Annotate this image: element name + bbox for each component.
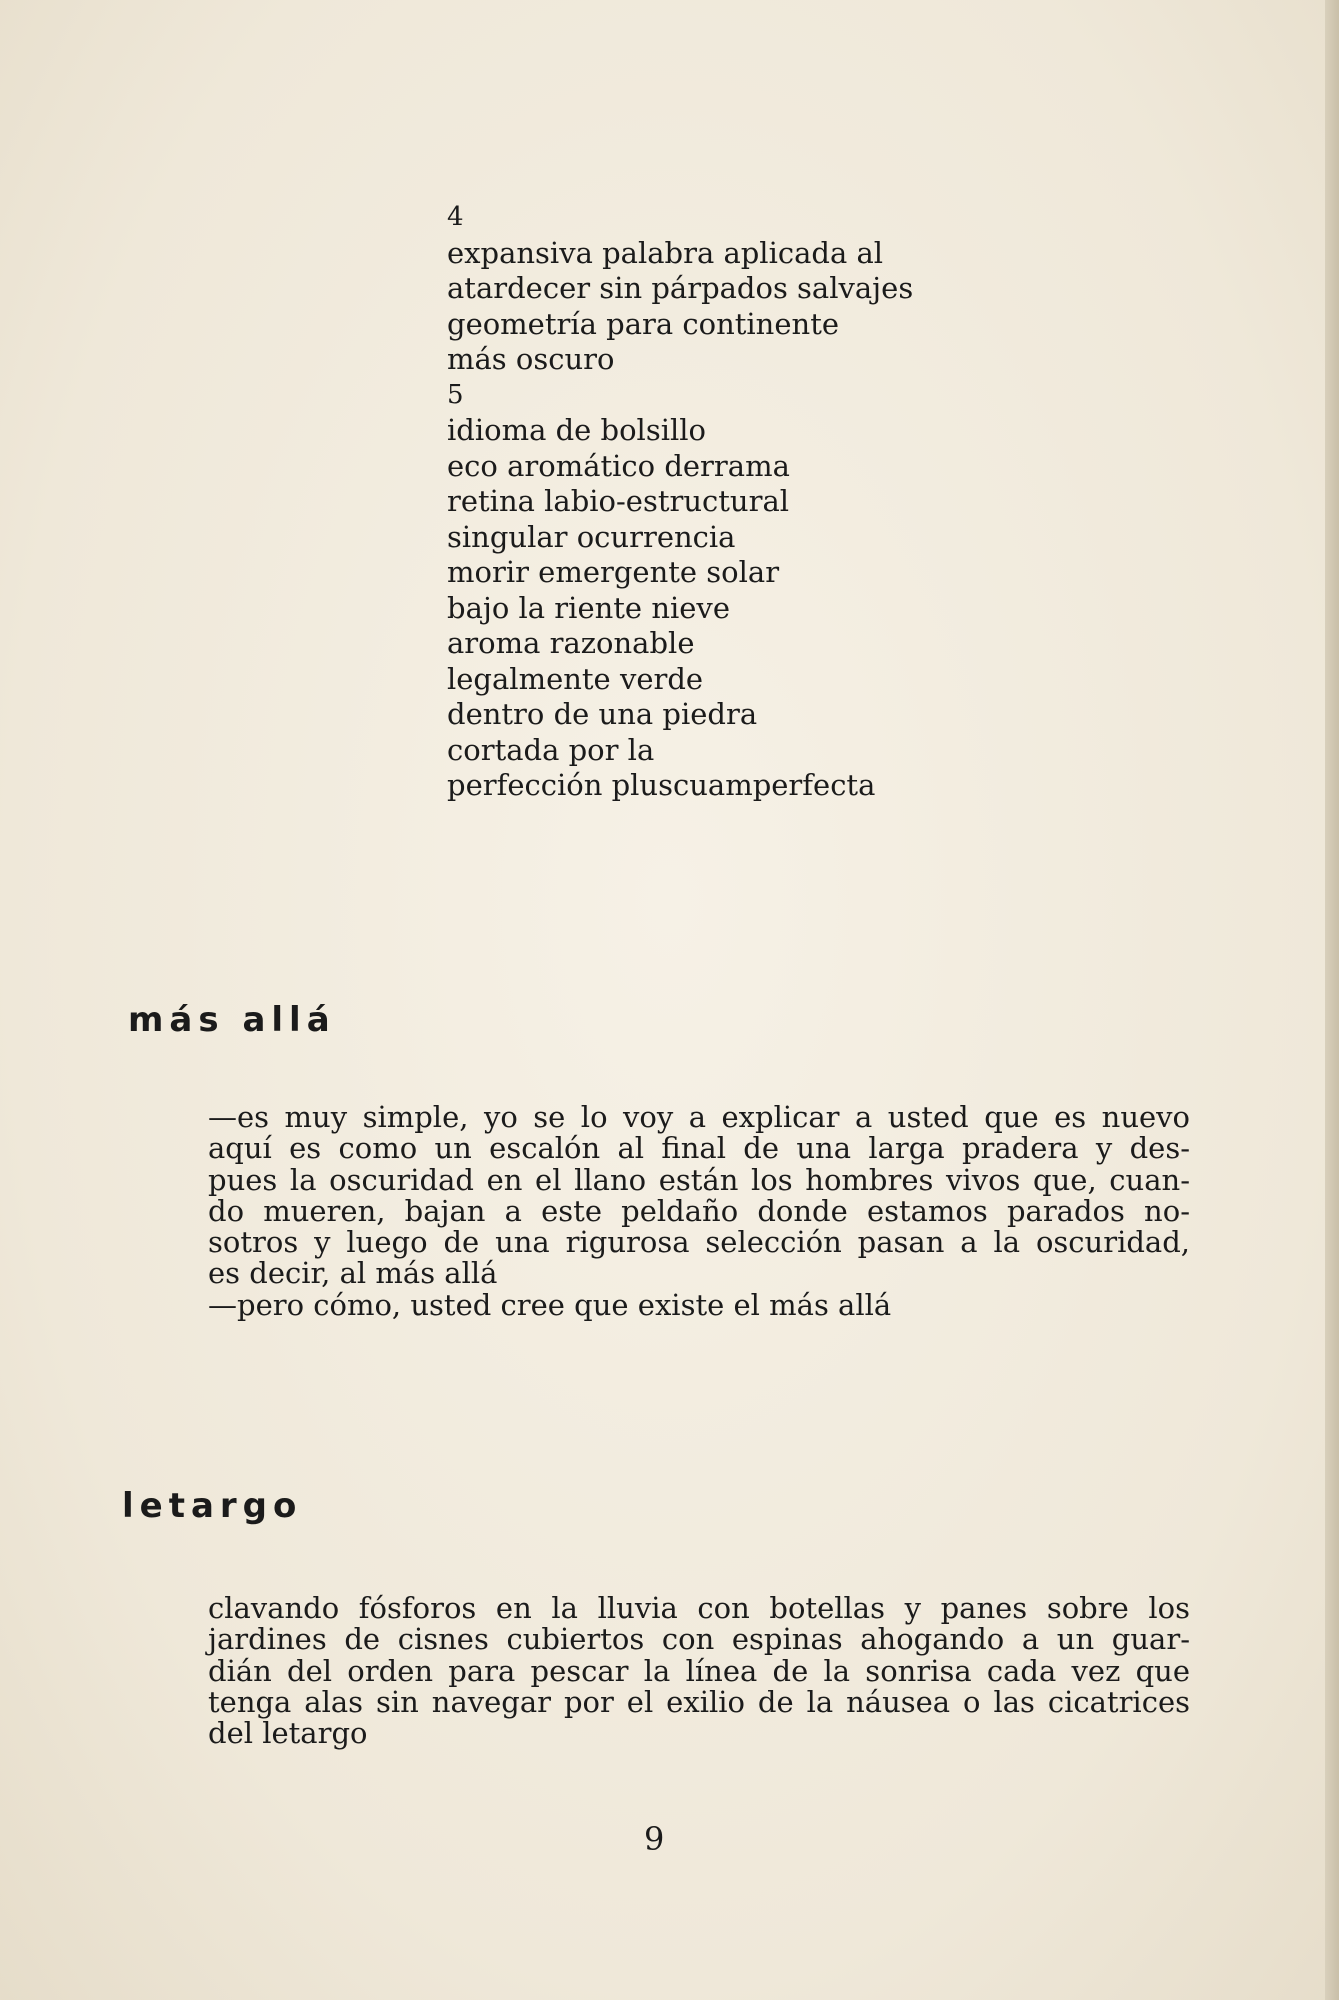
prose-line: aquí es como un escalón al final de una larga pradera y des-	[208, 1131, 1190, 1166]
poem-line: aroma razonable	[447, 626, 695, 660]
prose-line: pues la oscuridad en el llano están los hombres vivos que, cuan-	[208, 1162, 1190, 1197]
prose-line: —es muy simple, yo se lo voy a explicar a usted que es nuevo	[208, 1100, 1190, 1134]
prose-line: dián del orden para pescar la línea de la sonrisa cada vez que	[208, 1653, 1190, 1688]
poem-line: dentro de una piedra	[447, 697, 758, 731]
poem-line: idioma de bolsillo	[447, 413, 706, 447]
page-number: 9	[644, 1820, 665, 1858]
poem-line: morir emergente solar	[447, 555, 780, 589]
poem-line: bajo la riente nieve	[447, 590, 730, 625]
prose-line: clavando fósforos en la lluvia con botellas y panes sobre los	[208, 1591, 1190, 1625]
poem-line: eco aromático derrama	[447, 448, 790, 483]
poem-line: más oscuro	[447, 342, 615, 376]
prose-line: sotros y luego de una rigurosa selección pasan a la oscuridad,	[208, 1225, 1190, 1260]
heading-mas-alla: más allá	[128, 1000, 336, 1040]
mas-alla-text	[208, 1102, 1190, 1321]
prose-line: tenga alas sin navegar por el exilio de la náusea o las cicatrices	[208, 1684, 1190, 1719]
page-edge	[1325, 0, 1339, 2000]
poem-line: atardecer sin párpados salvajes	[447, 271, 914, 305]
prose-line: es decir, al más allá	[208, 1256, 498, 1291]
prose-line: del letargo	[208, 1716, 368, 1751]
section-number-5: 5	[447, 379, 464, 410]
poem-line: cortada por la	[447, 732, 655, 767]
poem-line: expansiva palabra aplicada al	[447, 235, 884, 270]
poem-line: retina labio-estructural	[447, 484, 790, 518]
poem-line: legalmente verde	[447, 661, 704, 696]
prose-line: —pero cómo, usted cree que existe el más allá	[208, 1287, 892, 1322]
letargo-text	[208, 1593, 1190, 1749]
poem-line: perfección pluscuamperfecta	[447, 768, 876, 802]
poem-block	[447, 200, 913, 804]
prose-line: jardines de cisnes cubiertos con espinas ahogando a un guar-	[208, 1622, 1190, 1657]
section-number-4: 4	[447, 202, 464, 232]
poem-line: geometría para continente	[447, 306, 840, 341]
heading-letargo: letargo	[122, 1486, 303, 1526]
prose-line: do mueren, bajan a este peldaño donde estamos parados no-	[208, 1193, 1190, 1228]
poem-line: singular ocurrencia	[447, 519, 736, 554]
